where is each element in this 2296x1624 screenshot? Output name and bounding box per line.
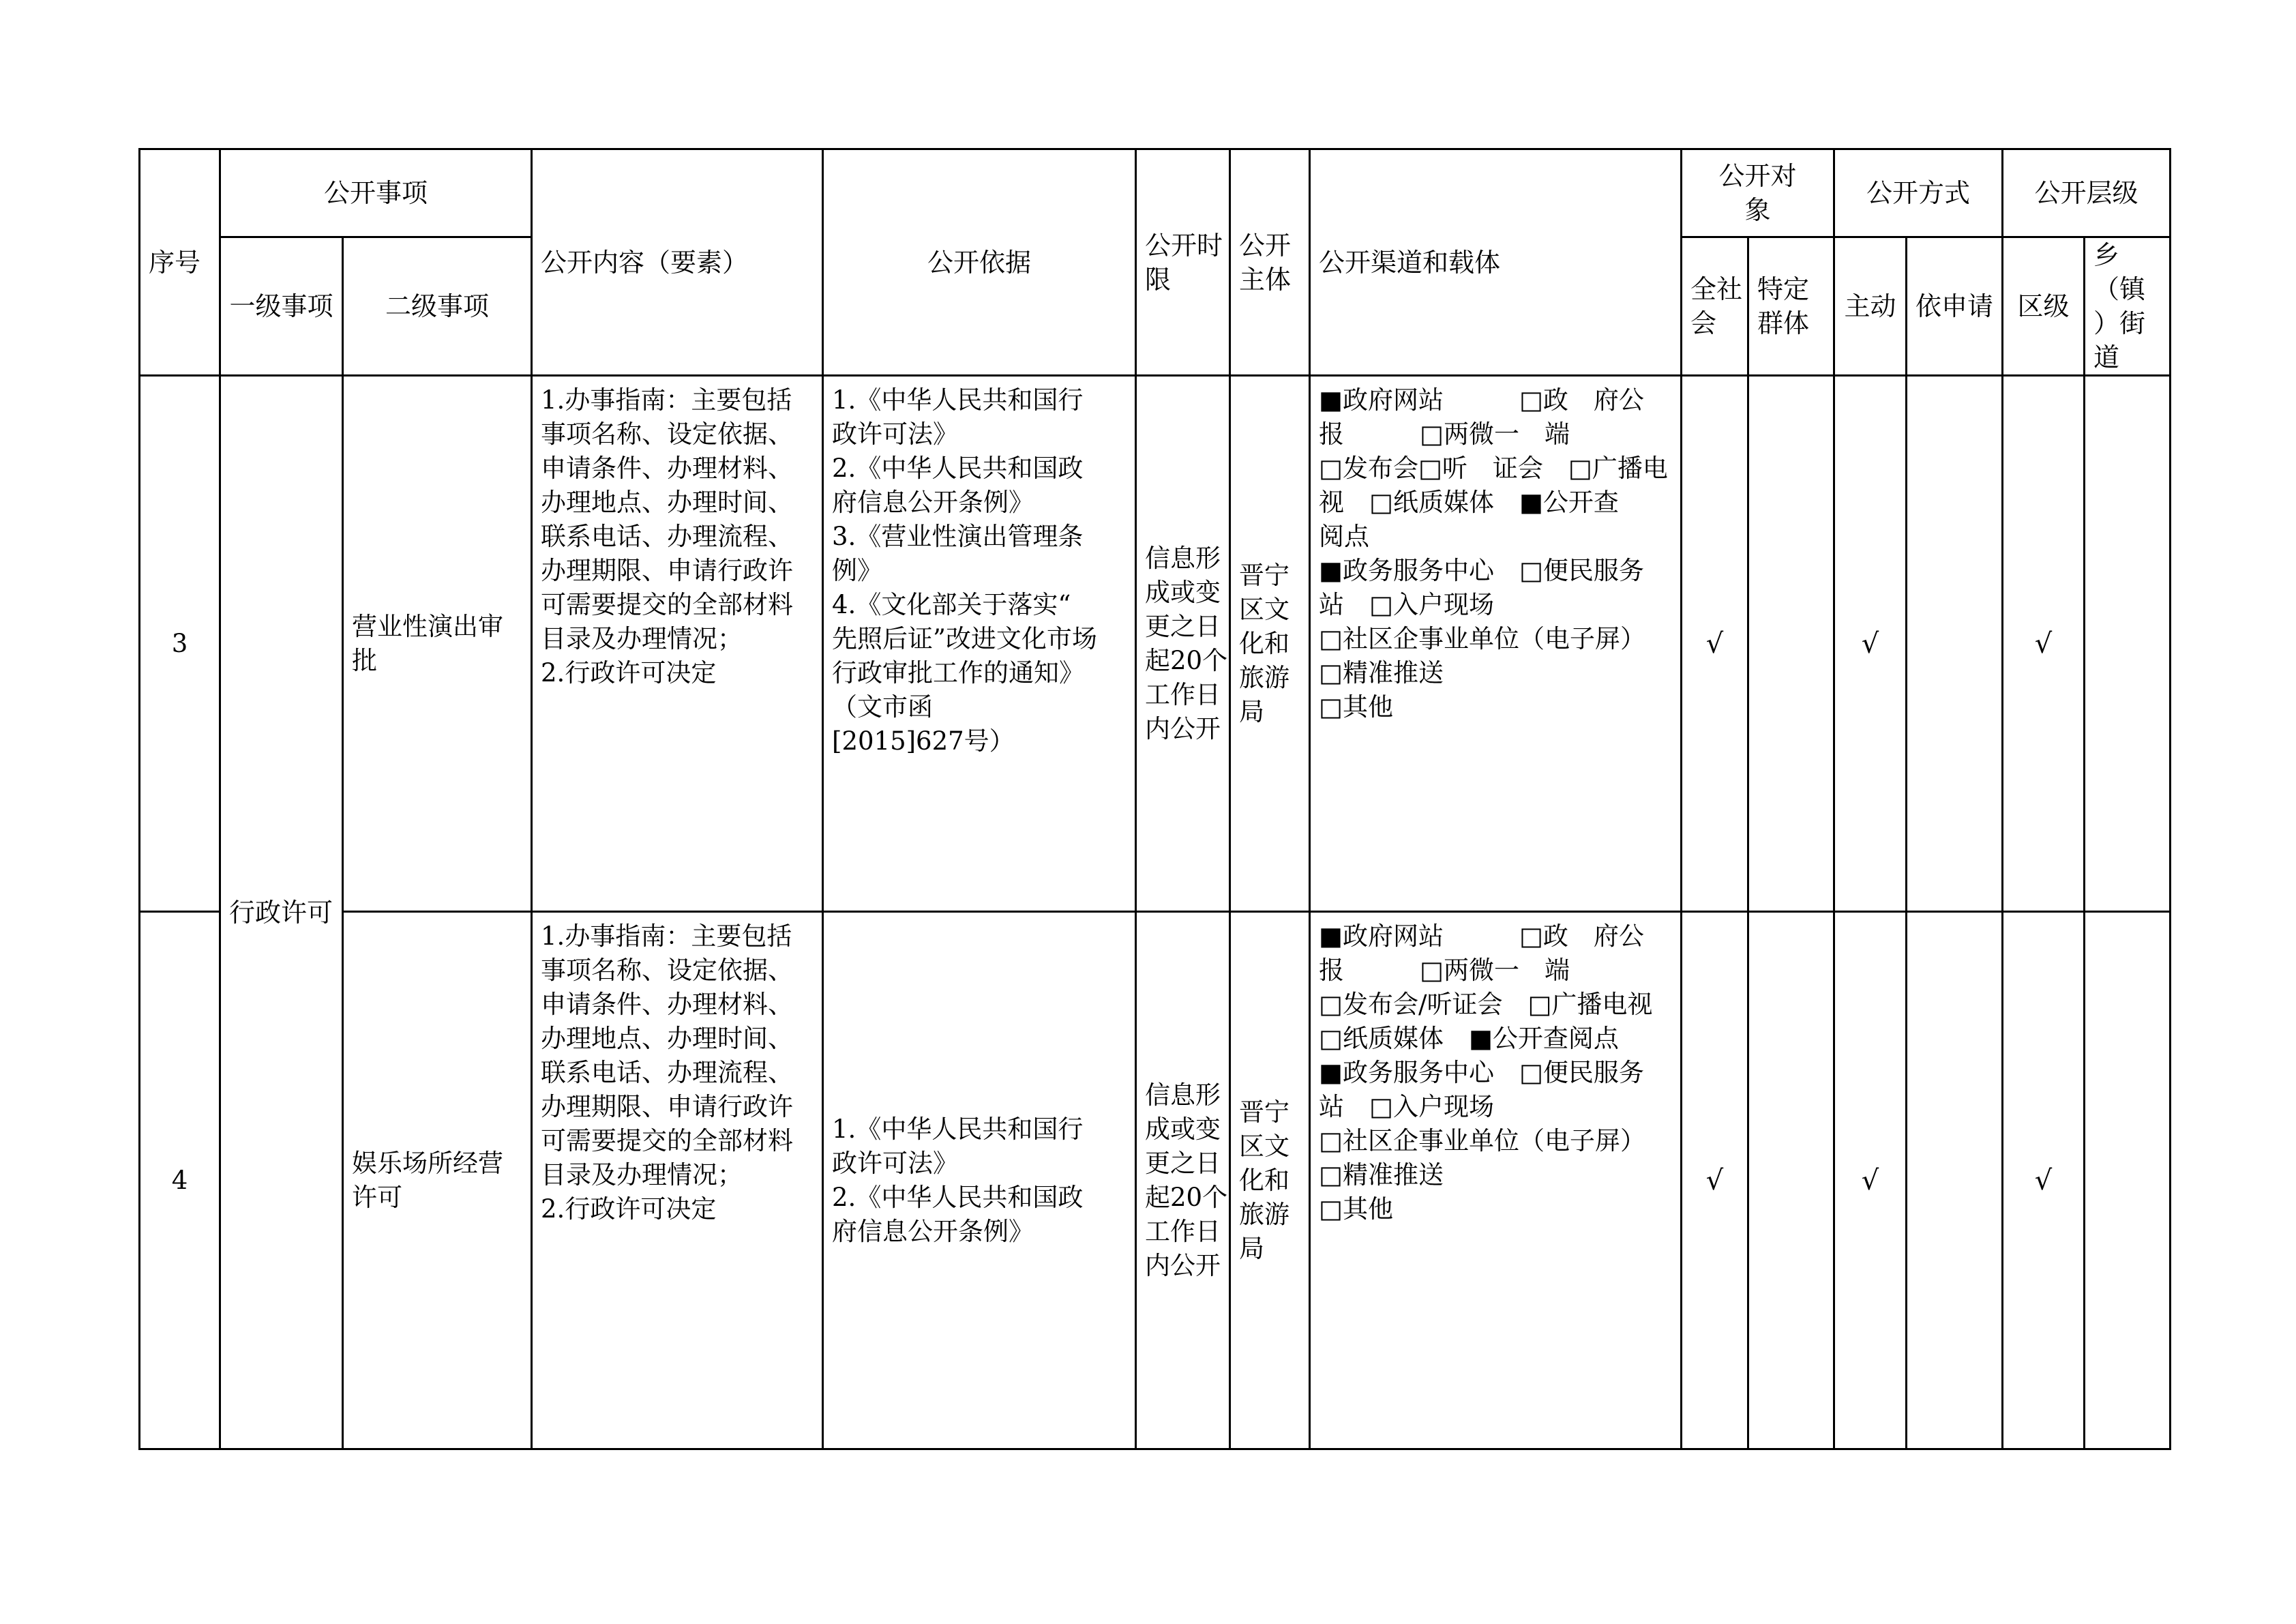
header-seq: 序号 bbox=[140, 149, 220, 376]
header-subject: 公开 主体 bbox=[1230, 149, 1310, 376]
header-method-active: 主动 bbox=[1834, 237, 1907, 376]
row-method-request-check bbox=[1907, 912, 2003, 1449]
row-category: 行政许可 bbox=[220, 376, 343, 1449]
row-content: 1.办事指南：主要包括 事项名称、设定依据、 申请条件、办理材料、 办理地点、办理时间、 联系电话、办理流程、 办理期限、申请行政许 可需要提交的全部材料 目录及办理情况； 2.行政许可决定 bbox=[532, 376, 823, 912]
row-subject: 晋宁 区文 化和 旅游 局 bbox=[1230, 376, 1310, 912]
header-target-all: 全社 会 bbox=[1682, 237, 1748, 376]
row-method-active-check: √ bbox=[1834, 376, 1907, 912]
row-level-district-check: √ bbox=[2003, 912, 2085, 1449]
row-channel: ■政府网站 □政 府公 报 □两微一 端 □发布会/听证会 □广播电视 □纸质媒体 ■公开查阅点 ■政务服务中心 □便民服务 站 □入户现场 □社区企事业单位（电子屏） □精准推送 □其他 bbox=[1310, 912, 1682, 1449]
header-matters: 公开事项 bbox=[220, 149, 532, 237]
header-level2: 二级事项 bbox=[343, 237, 532, 376]
row-level2: 营业性演出审 批 bbox=[343, 376, 532, 912]
header-level1: 一级事项 bbox=[220, 237, 343, 376]
row-level-town-check bbox=[2085, 376, 2171, 912]
header-level: 公开层级 bbox=[2003, 149, 2171, 237]
table-row bbox=[140, 376, 2171, 912]
row-method-request-check bbox=[1907, 376, 2003, 912]
row-target-specific-check bbox=[1748, 912, 1834, 1449]
row-level-district-check: √ bbox=[2003, 376, 2085, 912]
header-level-town: 乡 （镇 ）街 道 bbox=[2085, 237, 2171, 376]
header-method: 公开方式 bbox=[1834, 149, 2003, 237]
row-target-all-check: √ bbox=[1682, 912, 1748, 1449]
row-content: 1.办事指南：主要包括 事项名称、设定依据、 申请条件、办理材料、 办理地点、办理时间、 联系电话、办理流程、 办理期限、申请行政许 可需要提交的全部材料 目录及办理情况； 2.行政许可决定 bbox=[532, 912, 823, 1449]
row-seq: 4 bbox=[140, 912, 220, 1449]
header-level-district: 区级 bbox=[2003, 237, 2085, 376]
row-time-limit: 信息形 成或变 更之日 起20个 工作日 内公开 bbox=[1136, 376, 1230, 912]
header-channel: 公开渠道和载体 bbox=[1310, 149, 1682, 376]
header-target-specific: 特定 群体 bbox=[1748, 237, 1834, 376]
row-level2: 娱乐场所经营 许可 bbox=[343, 912, 532, 1449]
row-seq: 3 bbox=[140, 376, 220, 912]
header-content: 公开内容（要素） bbox=[532, 149, 823, 376]
row-basis: 1.《中华人民共和国行 政许可法》 2.《中华人民共和国政 府信息公开条例》 3.《营业性演出管理条 例》 4.《文化部关于落实“ 先照后证”改进文化市场 行政审批工作的通知》 （文市函 [2015]627号） bbox=[823, 376, 1136, 912]
row-target-specific-check bbox=[1748, 376, 1834, 912]
row-basis: 1.《中华人民共和国行 政许可法》 2.《中华人民共和国政 府信息公开条例》 bbox=[823, 912, 1136, 1449]
row-level-town-check bbox=[2085, 912, 2171, 1449]
row-target-all-check: √ bbox=[1682, 376, 1748, 912]
table-row bbox=[140, 912, 2171, 1449]
row-method-active-check: √ bbox=[1834, 912, 1907, 1449]
row-channel: ■政府网站 □政 府公 报 □两微一 端 □发布会□听 证会 □广播电 视 □纸质媒体 ■公开查 阅点 ■政务服务中心 □便民服务 站 □入户现场 □社区企事业单位（电子屏） □精准推送 □其他 bbox=[1310, 376, 1682, 912]
row-time-limit: 信息形 成或变 更之日 起20个 工作日 内公开 bbox=[1136, 912, 1230, 1449]
header-basis: 公开依据 bbox=[823, 149, 1136, 376]
row-subject: 晋宁 区文 化和 旅游 局 bbox=[1230, 912, 1310, 1449]
header-target: 公开对 象 bbox=[1682, 149, 1834, 237]
header-time-limit: 公开时 限 bbox=[1136, 149, 1230, 376]
disclosure-table bbox=[138, 148, 2171, 1450]
header-method-request: 依申请 bbox=[1907, 237, 2003, 376]
